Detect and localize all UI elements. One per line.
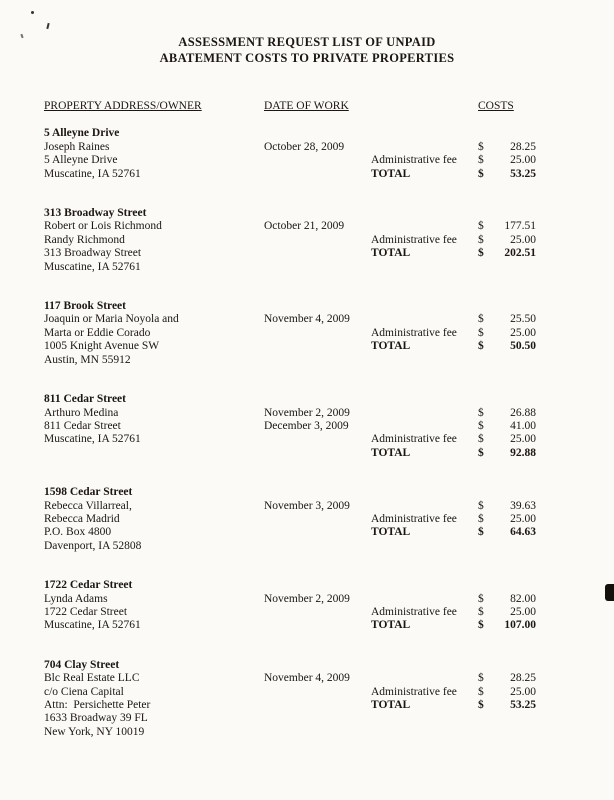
- currency-sign: $: [478, 446, 484, 459]
- entry-row: [44, 712, 544, 725]
- property-rows: [44, 141, 544, 181]
- fee-label: TOTAL: [371, 526, 411, 539]
- amount-value: 64.63: [510, 526, 536, 539]
- date-of-work: [264, 354, 371, 367]
- entry-row: [44, 726, 544, 739]
- property-entry: [44, 300, 544, 367]
- amount-value: 25.50: [510, 313, 536, 326]
- entry-row: [44, 220, 544, 233]
- cost-amount: [478, 726, 536, 739]
- cost-amount: [478, 420, 536, 433]
- currency-sign: $: [478, 167, 484, 180]
- fee-label: Administrative fee: [371, 685, 457, 698]
- entry-row: [44, 606, 544, 619]
- owner-address-line: 811 Cedar Street: [44, 419, 121, 432]
- date-of-work: [264, 686, 371, 699]
- fee-label: [371, 354, 478, 367]
- owner-address-line: Robert or Lois Richmond: [44, 220, 162, 233]
- entry-row: [44, 313, 544, 326]
- entry-row: [44, 340, 544, 353]
- property-entry: [44, 659, 544, 739]
- fee-label: TOTAL: [371, 619, 411, 632]
- cost-amount: [478, 686, 536, 699]
- entry-row: [44, 672, 544, 685]
- owner-address-line: Muscatine, IA 52761: [44, 619, 141, 632]
- owner-address-line: Joaquin or Maria Noyola and: [44, 313, 179, 326]
- entry-row: [44, 433, 544, 446]
- date-of-work: November 4, 2009: [264, 672, 350, 685]
- entry-row: [44, 154, 544, 167]
- fee-label: [371, 407, 478, 420]
- currency-sign: $: [478, 313, 484, 326]
- document-title-line2: ABATEMENT COSTS TO PRIVATE PROPERTIES: [159, 51, 455, 65]
- date-of-work: [264, 433, 371, 446]
- entry-row: [44, 686, 544, 699]
- owner-address-line: 1633 Broadway 39 FL: [44, 712, 148, 725]
- cost-amount: [478, 447, 536, 460]
- currency-sign: $: [478, 433, 484, 446]
- entry-row: [44, 513, 544, 526]
- amount-value: 25.00: [510, 605, 536, 618]
- currency-sign: $: [478, 699, 484, 711]
- fee-label: Administrative fee: [371, 433, 457, 446]
- currency-sign: $: [478, 619, 484, 632]
- property-heading: 1598 Cedar Street: [44, 486, 133, 499]
- owner-address-line: Lynda Adams: [44, 592, 108, 605]
- cost-amount: [478, 699, 536, 712]
- fee-label: Administrative fee: [371, 326, 457, 339]
- cost-amount: [478, 513, 536, 526]
- fee-label: TOTAL: [371, 699, 411, 711]
- date-of-work: [264, 247, 371, 260]
- date-of-work: [264, 340, 371, 353]
- property-heading: 1722 Cedar Street: [44, 579, 133, 592]
- owner-address-line: 1005 Knight Avenue SW: [44, 340, 160, 353]
- amount-value: 92.88: [510, 446, 536, 459]
- amount-value: 39.63: [510, 499, 536, 512]
- currency-sign: $: [478, 233, 484, 246]
- currency-sign: $: [478, 340, 484, 353]
- owner-address-line: Joseph Raines: [44, 140, 110, 153]
- scan-artifact: [605, 584, 614, 601]
- property-entry: [44, 579, 544, 633]
- date-of-work: November 2, 2009: [264, 406, 350, 419]
- date-of-work: December 3, 2009: [264, 419, 349, 432]
- date-of-work: [264, 327, 371, 340]
- cost-amount: [478, 141, 536, 154]
- cost-amount: [478, 168, 536, 181]
- currency-sign: $: [478, 605, 484, 618]
- owner-address-line: Randy Richmond: [44, 233, 125, 246]
- property-entry: [44, 393, 544, 460]
- entry-row: [44, 619, 544, 632]
- amount-value: 25.00: [510, 685, 536, 698]
- entry-row: [44, 593, 544, 606]
- fee-label: [371, 261, 478, 274]
- amount-value: 50.50: [510, 340, 536, 353]
- fee-label: [371, 726, 478, 739]
- fee-label: [371, 220, 478, 233]
- entry-row: [44, 540, 544, 553]
- cost-amount: [478, 354, 536, 367]
- entry-row: [44, 327, 544, 340]
- cost-amount: [478, 433, 536, 446]
- entry-row: [44, 234, 544, 247]
- owner-address-line: [44, 447, 264, 460]
- amount-value: 53.25: [510, 699, 536, 711]
- entries-list: [44, 127, 544, 739]
- fee-label: [371, 540, 478, 553]
- amount-value: 28.25: [510, 140, 536, 153]
- date-of-work: November 2, 2009: [264, 592, 350, 605]
- entry-row: [44, 141, 544, 154]
- amount-value: 25.00: [510, 233, 536, 246]
- entry-row: [44, 247, 544, 260]
- owner-address-line: Marta or Eddie Corado: [44, 326, 151, 339]
- owner-address-line: 5 Alleyne Drive: [44, 154, 118, 167]
- owner-address-line: Muscatine, IA 52761: [44, 167, 141, 180]
- currency-sign: $: [478, 499, 484, 512]
- date-of-work: [264, 154, 371, 167]
- scan-artifact: [46, 23, 49, 29]
- date-of-work: [264, 712, 371, 725]
- currency-sign: $: [478, 154, 484, 167]
- amount-value: 41.00: [510, 419, 536, 432]
- fee-label: Administrative fee: [371, 233, 457, 246]
- currency-sign: $: [478, 140, 484, 153]
- currency-sign: $: [478, 406, 484, 419]
- property-heading: 5 Alleyne Drive: [44, 127, 120, 140]
- owner-address-line: Muscatine, IA 52761: [44, 260, 141, 273]
- date-of-work: [264, 606, 371, 619]
- date-of-work: November 3, 2009: [264, 499, 350, 512]
- property-entry: [44, 207, 544, 274]
- entry-row: [44, 526, 544, 539]
- property-rows: [44, 500, 544, 554]
- owner-address-line: Attn: Persichette Peter: [44, 699, 151, 711]
- currency-sign: $: [478, 685, 484, 698]
- date-of-work: [264, 447, 371, 460]
- owner-address-line: 1722 Cedar Street: [44, 605, 128, 618]
- owner-address-line: P.O. Box 4800: [44, 526, 112, 539]
- fee-label: TOTAL: [371, 247, 411, 260]
- date-of-work: [264, 526, 371, 539]
- currency-sign: $: [478, 526, 484, 539]
- property-heading: 811 Cedar Street: [44, 393, 126, 406]
- amount-value: 25.00: [510, 154, 536, 167]
- property-rows: [44, 672, 544, 739]
- cost-amount: [478, 261, 536, 274]
- column-header-costs: COSTS: [478, 100, 514, 112]
- cost-amount: [478, 593, 536, 606]
- date-of-work: October 28, 2009: [264, 140, 345, 153]
- entry-row: [44, 261, 544, 274]
- cost-amount: [478, 154, 536, 167]
- amount-value: 28.25: [510, 672, 536, 685]
- cost-amount: [478, 500, 536, 513]
- fee-label: Administrative fee: [371, 605, 457, 618]
- fee-label: [371, 141, 478, 154]
- amount-value: 177.51: [504, 220, 536, 233]
- cost-amount: [478, 540, 536, 553]
- fee-label: [371, 712, 478, 725]
- date-of-work: October 21, 2009: [264, 220, 345, 233]
- property-heading: 117 Brook Street: [44, 300, 126, 313]
- currency-sign: $: [478, 672, 484, 685]
- owner-address-line: New York, NY 10019: [44, 725, 145, 738]
- property-heading: 313 Broadway Street: [44, 207, 147, 220]
- property-entry: [44, 486, 544, 553]
- owner-address-line: c/o Ciena Capital: [44, 685, 124, 698]
- date-of-work: November 4, 2009: [264, 313, 350, 326]
- fee-label: [371, 420, 478, 433]
- currency-sign: $: [478, 592, 484, 605]
- fee-label: TOTAL: [371, 446, 411, 459]
- cost-amount: [478, 340, 536, 353]
- cost-amount: [478, 327, 536, 340]
- entry-row: [44, 407, 544, 420]
- column-header-spacer: [371, 100, 478, 113]
- column-header-date: DATE OF WORK: [264, 100, 349, 112]
- scan-artifact: [31, 11, 34, 14]
- owner-address-line: Austin, MN 55912: [44, 353, 131, 366]
- property-heading: 704 Clay Street: [44, 658, 120, 671]
- cost-amount: [478, 247, 536, 260]
- date-of-work: [264, 234, 371, 247]
- currency-sign: $: [478, 326, 484, 339]
- cost-amount: [478, 712, 536, 725]
- fee-label: Administrative fee: [371, 154, 457, 167]
- entry-row: [44, 420, 544, 433]
- date-of-work: [264, 619, 371, 632]
- amount-value: 202.51: [504, 247, 536, 260]
- cost-amount: [478, 526, 536, 539]
- amount-value: 53.25: [510, 167, 536, 180]
- owner-address-line: Rebecca Madrid: [44, 512, 120, 525]
- owner-address-line: Arthuro Medina: [44, 406, 119, 419]
- date-of-work: [264, 726, 371, 739]
- entry-row: [44, 168, 544, 181]
- cost-amount: [478, 407, 536, 420]
- currency-sign: $: [478, 512, 484, 525]
- currency-sign: $: [478, 419, 484, 432]
- cost-amount: [478, 672, 536, 685]
- fee-label: Administrative fee: [371, 512, 457, 525]
- property-rows: [44, 407, 544, 461]
- cost-amount: [478, 220, 536, 233]
- date-of-work: [264, 261, 371, 274]
- date-of-work: [264, 513, 371, 526]
- cost-amount: [478, 234, 536, 247]
- date-of-work: [264, 540, 371, 553]
- document-title-line1: ASSESSMENT REQUEST LIST OF UNPAID: [178, 35, 436, 49]
- fee-label: [371, 500, 478, 513]
- owner-address-line: Rebecca Villarreal,: [44, 499, 132, 512]
- cost-amount: [478, 606, 536, 619]
- owner-address-line: Blc Real Estate LLC: [44, 672, 140, 685]
- amount-value: 26.88: [510, 406, 536, 419]
- amount-value: 25.00: [510, 326, 536, 339]
- document-title: [0, 34, 614, 66]
- amount-value: 25.00: [510, 512, 536, 525]
- fee-label: TOTAL: [371, 340, 411, 353]
- amount-value: 107.00: [504, 619, 536, 632]
- property-rows: [44, 220, 544, 274]
- fee-label: TOTAL: [371, 167, 411, 180]
- fee-label: [371, 313, 478, 326]
- currency-sign: $: [478, 220, 484, 233]
- property-rows: [44, 593, 544, 633]
- entry-row: [44, 447, 544, 460]
- cost-amount: [478, 619, 536, 632]
- column-headers: [44, 100, 544, 113]
- entry-row: [44, 699, 544, 712]
- column-header-property: PROPERTY ADDRESS/OWNER: [44, 100, 202, 112]
- currency-sign: $: [478, 247, 484, 260]
- cost-amount: [478, 313, 536, 326]
- property-entry: [44, 127, 544, 181]
- owner-address-line: Muscatine, IA 52761: [44, 433, 141, 446]
- amount-value: 25.00: [510, 433, 536, 446]
- document-content: [44, 100, 544, 739]
- fee-label: [371, 672, 478, 685]
- owner-address-line: 313 Broadway Street: [44, 247, 142, 260]
- amount-value: 82.00: [510, 592, 536, 605]
- owner-address-line: Davenport, IA 52808: [44, 539, 142, 552]
- fee-label: [371, 593, 478, 606]
- date-of-work: [264, 168, 371, 181]
- date-of-work: [264, 699, 371, 712]
- property-rows: [44, 313, 544, 367]
- entry-row: [44, 500, 544, 513]
- entry-row: [44, 354, 544, 367]
